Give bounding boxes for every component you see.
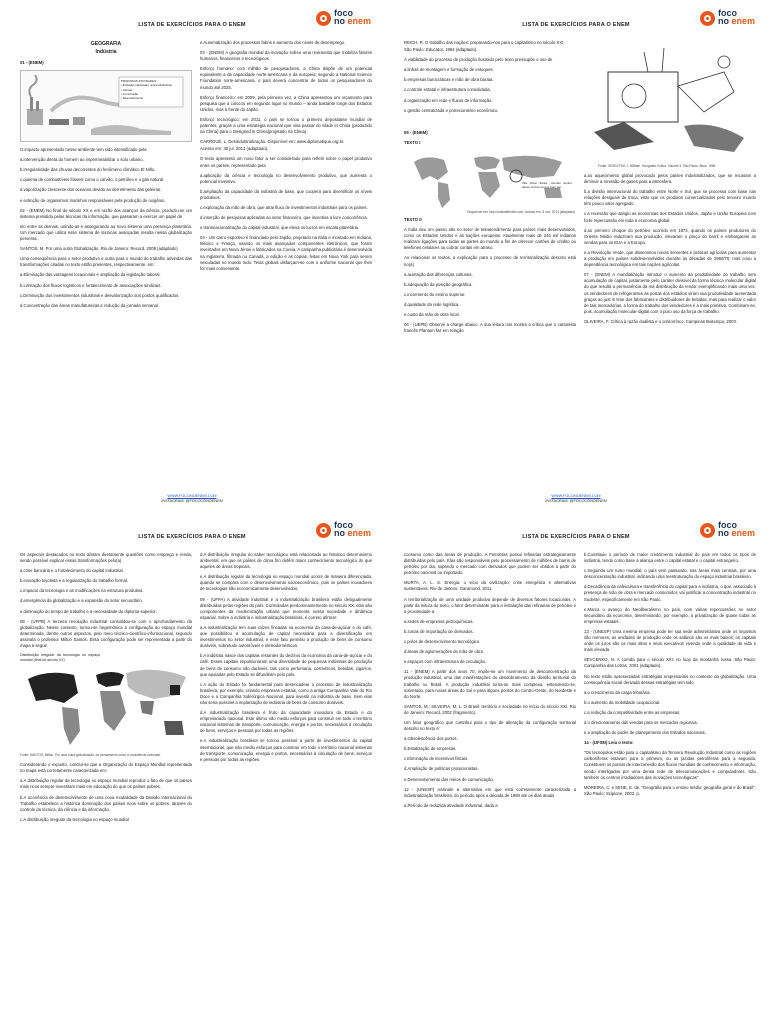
texto-2-label: TEXTO II [404,216,422,222]
q03-option-c[interactable]: c.exploração da mão de obra, que atrai fluxo de investimentos industriais para os países. [200,204,368,210]
q03-paragraph-1: Esforço humano: com milhão de pesquisadores, a China dispõe de um potencial equivalente a da capacidade norte-americana e da europeia; segundo a National Science Foundation norte-americana, o país deverá concentrar de todos os pesquisadores do mundo até 2025. [200,66,372,90]
header-title: LISTA DE EXERCÍCIOS PARA O ENEM [138,22,246,28]
q05-texto-2: A Índia deu um passo alto no setor de teleatendimento para países mais desenvolvidos, como os Estados Unidos e as nações europeias. Atualmente mais de 245 mil indianos realizam ligações para todas as partes do mundo a fim de oferecer cartões de crédito ou telefones celulares ou cobrar contas em atraso. [404,227,576,251]
q07-option-a[interactable]: a.crise bancária e o fortalecimento do capital industrial. [20,568,124,574]
topic-title: Indústria [95,49,117,55]
q12-option-e[interactable]: e.Marca o avanço do Neoliberalismo no país, com várias repercussões no setor secundário da economia, determinando, por exemplo, a privatização de quase todas as empresas estatais. [584,606,756,624]
q07-option-d[interactable]: d.emergência da globalização e a expansão do setor secundário. [20,598,143,604]
header-title: LISTA DE EXERCÍCIOS PARA O ENEM [138,534,246,540]
q06-option-e[interactable]: e.a Revolução Verde, que disseminou novas sementes e práticas agrícolas para aumentar a produção em países subdesenvolvidos durante as décadas de 1960/70, mas criou a dependência tecnológica em tais nações agrícolas. [584,249,756,268]
q05-option-b[interactable]: b.adequação da posição geográfica. [404,281,473,287]
q07-source: OLIVEIRA, F. Crítica à razão dualista e o ornitorrinco. Campinas Boitempo, 2003. [584,318,738,324]
target-icon [700,11,715,26]
q02-option-c[interactable]: c.Diminuição dos investimentos industriais e desvalorização dos postos qualificados. [20,292,180,298]
target-icon [700,523,715,538]
q07-intro: Os aspectos destacados no texto afetam diretamente questões como emprego e renda, sendo possível explicar essas transformações pelo(a) [20,552,192,564]
q03-text: 03 - (ENEM) A geografia mundial da inovação sofreu uma reviravolta que mobiliza fatores humanos, financeiros e tecnológicos. [200,50,372,62]
q14-header: 14 - (UFSM) Leia o texto: [584,740,634,746]
q03-option-a[interactable]: a.aplicação da ciência e tecnologia no desenvolvimento produtivo, que aumenta o potencial inventivo. [200,172,372,184]
q09-option-a[interactable]: a.A industrialização tem suas raízes fincadas na economia da cana-de-açúcar e do café, que possibilitou a acumulação de capital necessária para a diversificação em investimentos no setor industrial, e esse fato permitiu a produção de bens de consumo duráveis, sobretudo automóveis e eletrodomésticos. [200,624,372,649]
page-header [384,6,768,34]
foco-no-enem-logo [316,9,376,31]
q13-question: No texto estão apresentadas estratégias empresariais no contexto da globalização. Uma consequência social derivada dessas estratégias tem sido [584,673,756,685]
map-title: Distribuição irregular da tecnologia no espaço mundial (final do século XX) [20,653,100,662]
logo-text-1: foco [718,520,737,530]
q06-text: 06 - (UEPB) Observe a charge abaixo. A sua leitura nos mostra a crítica que o cartunista francês Plantum faz em relação [404,322,576,334]
q01-option-a[interactable]: a.intervenção direta do homem ao impermeabilizar o solo urbano. [20,157,144,163]
q10-source: MURTA, A. L. S. Energia: o vício da civilização; crise energética e alternativas sustentáveis. Rio de Janeiro: Garamond, 2011. [404,580,576,592]
column-left [20,40,192,313]
q09-option-b[interactable]: b.A indústria nasce dos capitais restantes do declínio da economia da cana-de-açúcar e do café. Esses capitais impulsionaram uma diversidade de pequenas indústrias de produção de bens de consumo não duráveis, tais como perfumaria, cosméticos, bebidas, cigarros, que apoiadas pelo Estado se difundiram pelo país. [200,653,372,677]
foco-no-enem-logo [700,521,760,543]
page-header [0,6,384,34]
page-header [384,518,768,546]
q09-option-c[interactable]: c.A ação do Estado foi fundamental para desencadear o processo de industrialização brasileira, por exemplo, criando empresas estatais, como a antiga Companhia Vale do Rio Doce e a Companhia Siderúrgica Nacional, para investir na indústria de base. Sem elas não seria possível a implantação de indústria de bens de consumo duráveis. [200,681,372,705]
header-title: LISTA DE EXERCÍCIOS PARA O ENEM [522,534,630,540]
q02-option-e[interactable]: e.Automatização dos processos fabris e aumento dos níveis de desemprego. [200,40,346,45]
world-map-figure [404,150,576,212]
q09-text: 09 - (UFPA) A atividade industrial e a industrialização brasileira estão desigualmente distribuídas pelas regiões do país. Controladas predominantemente no século XX, elas são componentes da modernização urbana que reorienta nossa sociedade e dinâmica espacial. Sobre a indústria e industrialização brasileira, é correto afirmar: [200,596,372,620]
q03-option-d[interactable]: d.inserção de pesquisas aplicadas ao setor financeiro, que incentiva a livre concorrência. [200,215,368,221]
column-right [584,40,756,329]
column-left [20,552,192,827]
q06-option-b[interactable]: b.a divisão internacional do trabalho entre Norte e Sul, que se processa com base nas relações desiguais de troca, visto que os produtos comercializados pelo terceiro mundo têm pouco valor agregado. [584,189,756,207]
map-source: Disponível em: http://outsidethefan.com. Acesso em: 5 nov. 2013 (adaptado). [467,209,576,214]
q05-question: Ao relacionar os textos, a explicação para o processo de territorialização descrito está no(a) [404,255,576,267]
column-right [584,552,756,801]
foco-no-enem-logo [316,521,376,543]
q01-text: O impacto apresentado nesse ambiente tem sido intensificado pela [20,147,147,153]
q14-text: "Os tecnopolos estão para o capitalismo da Terceira Revolução Industrial como as regiões carboníferas estavam para a primeira, ou as jazidas petrolíferas para a segunda. Constituem os pontos de interconexão dos fluxos mundiais de conhecimento e informação, sendo interligados por uma densa rede de telecomunicações e computadores. São também os centros irradiadores das inovações tecnológicas". [584,750,756,780]
q13-option-e[interactable]: e.a ampliação do poder de planejamento dos Estados nacionais. [584,730,706,736]
texto-1-label: TEXTO I [404,139,421,145]
page-1 [0,0,384,512]
q07-option-b[interactable]: b.inovação toyotista e a regularização do trabalho formal. [20,578,128,584]
q10-option-e[interactable]: e.espaços com infraestrutura de circulação. [404,659,487,665]
q07-option-c[interactable]: c.impacto da tecnologia e as modificações na estrutura produtiva. [20,588,144,594]
q10-question: A territorialização de uma unidade produtiva depende de diversos fatores locacionais. A partir da leitura do texto, o fator determinante para a instalação das refinarias de petróleo é a proximidade a [404,596,576,614]
q02-option-b[interactable]: b.Limitação dos fluxos logísticos e fortalecimento de associações sindicais. [20,282,162,288]
q09-option-d[interactable]: d.A industrialização brasileira é fruto da capacidade inovadora do Estado e do empresariado nacional. Este último não mediu esforços para construir em todo o território nacional sistemas de transporte, comunicação, energia e portos, necessários à circulação de bens, serviços e pessoas por todas as regiões. [200,710,372,734]
q12-option-a[interactable]: a.Período de reduzida atividade industrial, dada a [404,802,498,808]
q12-option-c[interactable]: c.Seguindo um rumo mundial, o país vem passando, nas áreas mais centrais, por uma desconcentração industrial, indicando uma reestruturação do espaço industrial brasileiro. [584,568,756,580]
q05-option-a[interactable]: a.aceitação das diferenças culturais. [404,271,473,277]
q13-option-d[interactable]: d.o direcionamento das vendas para os mercados regionais. [584,719,698,725]
q11-source: SANTOS, M.; SILVEIRA, M. L. O Brasil: território e sociedade no início do século XXI. Rio de Janeiro: Record, 2002 (fragmento). [404,703,576,715]
q08-question: Considerando o exposto, conclui-se que a Organização do Espaço Mundial representada no mapa está corretamente caracterizada em: [20,762,192,774]
column-left [404,40,576,338]
column-left [404,552,576,813]
q10-option-d[interactable]: d.áreas de aglomerações de mão de obra. [404,649,485,655]
cartoon-machine-icon [584,42,756,162]
pollution-illustration [20,70,192,142]
q11-text: 11 - (ENEM) A partir dos anos 70, impõe-se um movimento de desconcentração da produção industrial, uma das manifestações do desdobramento da divisão territorial do trabalho no Brasil. A produção industrial torna-se mais complexa, estendendo-se, sobretudo, para novas áreas do Sul e para alguns pontos do Centro-Oeste, do Nordeste e do Norte. [404,669,576,699]
cartoon-caption: Fonte: VESENTINI, J. William. Geografia Crítica. Volume 3. São Paulo: Ática, 1996. [598,164,717,168]
q09-option-e[interactable]: e.A industrialização brasileira se tornou possível a partir de investimentos do capital internacional, que não mediu esforços para construir em todo o território nacional sistemas de transporte, comunicação, energia e portos, necessários à circulação de bens, serviços e pessoas por todas as regiões. [200,738,372,762]
q11-question: Um fator geográfico que contribui para o tipo de alteração da configuração territorial descrito no texto é: [404,719,576,732]
page-footer [0,494,384,504]
q05-option-d[interactable]: d.qualidade da rede logística. [404,301,460,307]
page-2 [384,0,768,512]
q04-option-a[interactable]: a.linhas de montagem e formação de estoques. [404,67,494,73]
foco-no-enem-logo [700,9,760,31]
q03-paragraph-2: Esforço financeiro: em 2009, pela primeira vez, a China apresentou um orçamento para pesquisa que a colocou em segundo lugar no mundo – ainda bastante longe dos Estados Unidos, mas à frente do Japão. [200,94,372,112]
q13-text: 13 - (UNESP) Uma mesma empresa pode ter sua sede administrativa onde os impostos são menores, as unidades de produção onde os salários são os mais baixos, os capitais onde os juros são os mais altos e seus executivos vivendo onde a qualidade de vida é mais elevada. [584,628,756,653]
q10-option-c[interactable]: c.polos de desenvolvimento tecnológico. [404,639,481,645]
q01-option-d[interactable]: d.vaporização crescente dos oceanos devido ao derretimento das geleiras. [20,187,162,193]
instagram-handle: INSTAGRAM: @FOCOCONOENEM [545,499,607,503]
q04-text: 04 - Um carro esportivo é financiado pelo Japão, projetado na Itália e montado em Indiana, México e França, usando os mais avançados componentes eletrônicos, que foram inventados em Nova Jérsei e fabricados na Coreia. A campanha publicitária é desenvolvida na Inglaterra, filmada no Canadá, a edição e as cópias, feitas em Nova York para serem veiculadas no mundo todo. Teias globais disfarçam-se com o uniforme nacional que lhes for mais conveniente. [200,235,372,271]
q03-source-access: Acesso em: 30 jul. 2013 (adaptado). [200,146,269,152]
q05-header: 05 - (ENEM) [404,129,428,135]
q14-source: MOREIRA, C. e SENE, E. de. "Geografia para o ensino médio: geografia geral e do Brasil". São Paulo: Scipione, 2002. p. [584,784,756,796]
q03-paragraph-3: Esforço tecnológico: em 2011, o país se tornou o primeiro depositante mundial de patentes, graças a uma estratégia nacional que visa passar do Made in China (produzido na China) para o Designed in China(projetado na China). [200,116,372,135]
q03-option-b[interactable]: b.ampliação da capacidade da indústria de base, que coopera para diversificar os níveis produtivos. [200,188,372,200]
q10-option-b[interactable]: b.zonas de importação de derivados. [404,628,474,634]
q04-option-b[interactable]: b.empresas burocráticas e mão de obra barata. [404,77,494,83]
q11-option-b[interactable]: b.Estatização de empresas. [404,746,457,752]
q11-option-a[interactable]: a.Obsolescência dos portos. [404,736,458,742]
page-4 [384,512,768,1024]
q02-text: 02 - (ENEM) No final do século XX e em razão dos avanços da ciência, produziu-se um sistema presidido pelas técnicas da informação, que passaram a exercer um papel de [20,207,192,219]
site-link[interactable]: WWW.FOCONOENEM.COM [551,494,601,498]
q11-option-e[interactable]: e.Desenvolvimento dos meios de comunicação. [404,776,495,782]
q07-text: 07 - (ENEM) A mundialização introduz o aumento da produtividade do trabalho sem acumulação de capital, justamente pelo caráter divisível da forma técnica molecular digital do que resulta a permanência da má distribuição da renda: exemplificando mais uma vez, os vendedores de refrigerantes às portas dos estádios viram sua produtividade aumentada graças ao just in time dos fabricantes e distribuidores de bebidas, mas para realizar o valor de tais mercadorias, a forma do trabalho dos vendedores é a mais primitiva. Combinam-se, pois, acumulação molecular-digital com o puro uso da força de trabalho. [584,272,756,314]
q04-option-e[interactable]: e.gestão centralizada e protecionismo econômico. [404,107,499,113]
target-icon [316,11,331,26]
q01-header: 01 - (ENEM) [20,60,44,65]
logo-text-2: no enem [334,16,372,26]
page-header [0,518,384,546]
q05-option-c[interactable]: c.incremento do ensino superior. [404,291,466,297]
logo-text-1: foco [334,520,353,530]
q08-option-c[interactable]: c.A distribuição irregular da tecnologia no espaço mundial [20,816,129,822]
logo-text-1: foco [718,8,737,18]
header-title: LISTA DE EXERCÍCIOS PARA O ENEM [522,22,630,28]
q01-option-e[interactable]: e.extinção de organismos marinhos responsáveis pela produção de oxigênio. [20,197,166,203]
instagram-handle: INSTAGRAM: @FOCOCONOENEM [161,499,223,503]
world-tech-map-icon [20,661,192,757]
q13-option-a[interactable]: a.o crescimento da carga tributária. [584,689,651,695]
q01-option-b[interactable]: b.irregularidade das chuvas decorrentes do fenômeno climático El Niño. [20,167,156,173]
q12-option-d[interactable]: d.Decadência da cafeicultura e transferência do capital para a indústria, o que, associado à presença de mão de obra e mercado consumidor, vai justificar a concentração industrial no Sudeste, especificamente em São Paulo. [584,584,756,602]
cartoon-figure [584,42,756,168]
q13-option-c[interactable]: c.a redução da competitividade entre as empresas. [584,709,681,715]
q12-text: 12 - (UNESP) Assinale a alternativa em que está corretamente caracterizada a industrialização brasileira, do período após a década de 1980 até os dias atuais. [404,786,576,798]
figure-legend-box: PRINCIPAIS ATIVIDADES • Emissão industriais, automobilísticas • Usinas • Construção • Desmatamento [121,79,172,100]
q03-source: CARROUÉ, L. Desindustrialização. Disponível em: www.diplomatique.org.br. [200,139,345,145]
q10-intro: consumo como das áreas de produção. A Petrobras possui refinarias estrategicamente distribuídas pelo país. Elas são responsáveis pelo processamento de milhões de barris de petróleo por dia, suprindo o mercado com derivados que podem ser obtidos a partir do petróleo nacional ou importado. [404,552,576,576]
q02-option-a[interactable]: a.Eliminação das vantagens locacionais e ampliação da legislação laboral. [20,272,161,278]
map-source: Fonte: SANTOS, Milton. Por uma outra globalização: do pensamento único à consciência universal. [20,753,161,758]
q13-option-b[interactable]: b.o aumento da mobilidade ocupacional. [584,699,661,705]
page-3 [0,512,384,1024]
q13-source: SEVCENKO, N. A corrida para o século XXI: no loop da montanha russa. São Paulo: Companhia das Letras, 2001 (adaptado). [584,657,756,669]
q07-option-e[interactable]: e.diminuição do tempo de trabalho e a necessidade do diploma superior. [20,608,157,614]
q08-option-b[interactable]: b.A ocorrência de desenvolvimento de uma nova modalidade da Divisão Internacional do Trabalho estabelece a histórica dominação dos países ricos sobre os pobres, através do controle da técnica, da ciência e da informação. [20,794,192,812]
q10-option-a[interactable]: a.sedes de empresas petroquímicas. [404,618,474,624]
q08-text: 08 - (UFPB) A terceira revolução industrial consolidou-se com o aprofundamento da globalização. Nesse contexto, tornou-se hegemônica a configuração do espaço mundial determinada, dentre outros aspectos, pelo meio técnico-científico-informacional, segundo assinala o professor Milton Santos. Essa configuração pode ser representada a partir do mapa a seguir. [20,618,192,649]
logo-text-2: no enem [718,16,756,26]
q03-option-e[interactable]: e.transnacionalização do capital industrial, que eleva os lucros em escala planetária. [200,225,360,231]
q04-question: A viabilidade do processo de produção ilustrado pelo texto pressupõe o uso de [404,57,553,63]
q06-option-d[interactable]: d.ao primeiro choque do petróleo ocorrido em 1973, quando os países produtores do Oriente Médio reduziram sua produção, elevaram o preço do barril e embargaram as vendas para os EUA e a Europa. [584,227,756,245]
q04-option-c[interactable]: c.controle estatal e infraestrutura consolidada. [404,87,491,93]
q02-option-d[interactable]: d.Concentração das áreas manufatureiras e redução da jornada semanal. [20,302,160,308]
q01-option-c[interactable]: c.queima de combustíveis fósseis como o carvão, o petróleo e o gás natural. [20,177,165,183]
site-link[interactable]: WWW.FOCONOENEM.COM [167,494,217,498]
q02-source: SANTOS, M. Por uma outra Globalização. Rio de Janeiro: Record, 2008 (adaptado) [20,246,178,252]
q02-text-2: elo entre as demais, unindo-as e assegurando ao novo sistema uma presença planetária. Um mercado que utiliza esse sistema de técnicas avançadas resulta nessa globalização perversa. [20,223,192,242]
q06-option-c[interactable]: c.a recessão que atingiu as economias dos Estados Unidos, Japão e União Europeia com forte repercussão em toda a economia global. [584,211,756,223]
target-icon [316,523,331,538]
logo-text-2: no enem [718,528,756,538]
map-annotation: Vila Nova Santa: vivendo dentro desse círculo só que bem ele. [522,180,572,189]
q02-question: Uma consequência para o setor produtivo e outra para o mundo do trabalho advindas das transformações citadas no texto estão presentes, respectivamente, em: [20,256,192,268]
logo-text-2: no enem [334,528,372,538]
q04-option-d[interactable]: d.organização em rede e fluxos de informação. [404,97,493,103]
technology-distribution-map [20,653,192,757]
q11-option-d[interactable]: d.Ampliação de políticas protecionistas. [404,766,479,772]
subject-title: GEOGRAFIA [90,41,122,47]
q11-option-c[interactable]: c.Eliminação de incentivos fiscais. [404,756,469,762]
q06-option-a[interactable]: a.ao aquecimento global provocado pelos países industrializados, que se recusam a diminuir a emissão de gases para a atmosfera. [584,173,756,185]
q04-reference: REICH, R. O trabalho das nações: preparando-nos para o capitalismo no século XXI. [404,40,565,45]
q08-option-d[interactable]: d.A distribuição irregular do saber tecnológico está relacionado ao histórico determinismo ambiental, em que os países de clima frio detêm maior conhecimento tecnológico do que aqueles de áreas tropicais. [200,552,372,570]
q12-option-b[interactable]: b.Constituiu o período de maior crescimento industrial do país em todos os tipos de indústria, tendo como base a aliança entre o capital estatal e o capital estrangeiro. [584,552,756,564]
q08-option-a[interactable]: a.A distribuição regular da tecnologia no espaço mundial reproduz o fato de que os países mais ricos sempre investiram mais em educação do que os países pobres. [20,778,192,790]
q03-question: O texto apresenta um novo fator a ser considerado para refletir sobre o papel produtivo entre os países, representado pela [200,156,372,168]
logo-text-1: foco [334,8,353,18]
column-right [200,40,372,276]
q05-option-e[interactable]: e.custo da mão de obra local. [404,311,460,317]
q08-option-e[interactable]: e.A distribuição regular da tecnologia no espaço mundial ocorre de maneira diferenciada, quando se compara com o desenvolvimento socioeconômico, pois os países inovadores de tecnologias são economicamente desenvolvidos. [200,574,372,592]
page-footer [384,494,768,504]
q04-reference-2: São Paulo: Educator, 1994 (adaptado). [404,47,478,53]
column-right [200,552,372,767]
